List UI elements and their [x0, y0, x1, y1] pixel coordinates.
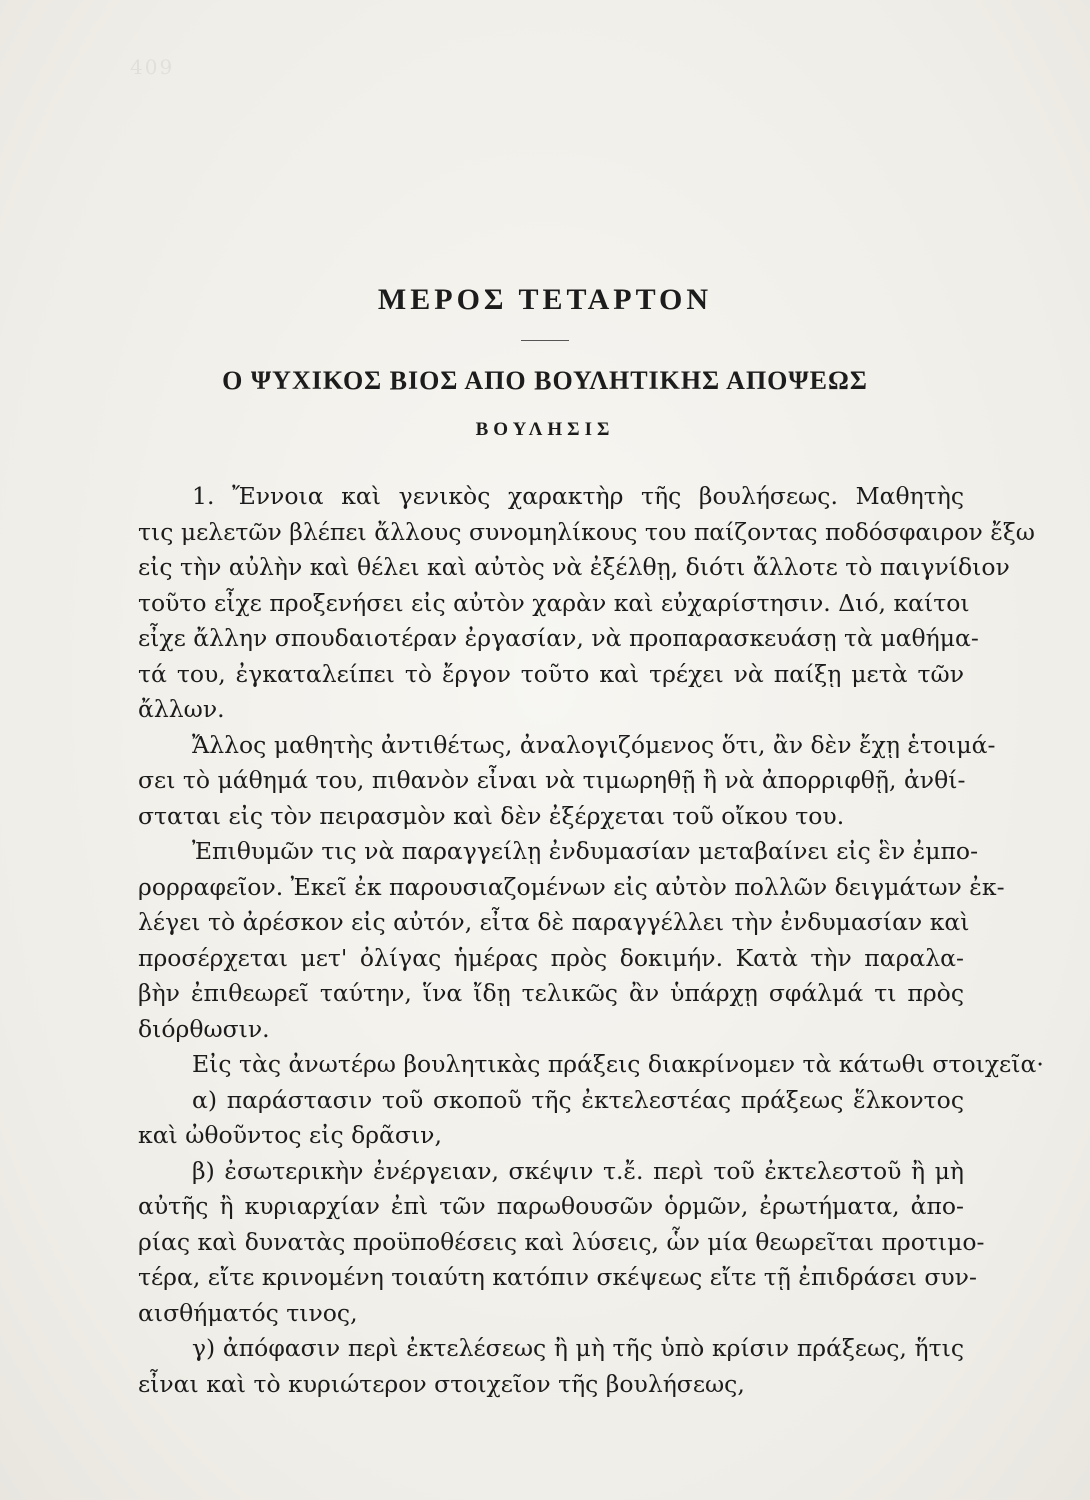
text-line: λέγει τὸ ἀρέσκον εἰς αὐτόν, εἶτα δὲ παραγγέλλει τὴν ἐνδυμασίαν καὶ [138, 908, 970, 936]
text-line: α) παράστασιν τοῦ σκοποῦ τῆς ἐκτελεστέας πράξεως ἕλκοντος [192, 1085, 964, 1114]
text-line: εἶχε ἄλλην σπουδαιοτέραν ἐργασίαν, νὰ προπαρασκευάσῃ τὰ μαθήμα- [138, 624, 979, 652]
title-rule [521, 340, 569, 341]
text-line: Ἐπιθυμῶν τις νὰ παραγγείλῃ ἐνδυμασίαν μεταβαίνει εἰς ἓν ἐμπο- [192, 837, 979, 865]
text-line: καὶ ὠθοῦντος εἰς δρᾶσιν, [138, 1121, 442, 1149]
text-line: εἶναι καὶ τὸ κυριώτερον στοιχεῖον τῆς βουλήσεως, [138, 1369, 745, 1398]
text-line: τοῦτο εἶχε προξενήσει εἰς αὐτὸν χαρὰν καὶ εὐχαρίστησιν. Διό, καίτοι [138, 588, 970, 617]
text-line: βὴν ἐπιθεωρεῖ ταύτην, ἵνα ἴδῃ τελικῶς ἂν ὑπάρχῃ σφάλμά τι πρὸς [138, 979, 964, 1007]
text-line: Εἰς τὰς ἀνωτέρω βουλητικὰς πράξεις διακρίνομεν τὰ κάτωθι στοιχεῖα· [192, 1050, 1044, 1078]
text-line: προσέρχεται μετ' ὀλίγας ἡμέρας πρὸς δοκιμήν. Κατὰ τὴν παραλα- [138, 943, 964, 972]
chapter-title: ΒΟΥΛΗΣΙΣ [475, 419, 615, 440]
text-line: σει τὸ μάθημά του, πιθανὸν εἶναι νὰ τιμωρηθῇ ἢ νὰ ἀπορριφθῇ, ἀνθί- [138, 766, 966, 794]
text-line: σταται εἰς τὸν πειρασμὸν καὶ δὲν ἐξέρχεται τοῦ οἴκου του. [138, 801, 845, 830]
heading-block [0, 280, 1090, 443]
text-line: διόρθωσιν. [138, 1014, 270, 1043]
text-line: γ) ἀπόφασιν περὶ ἐκτελέσεως ἢ μὴ τῆς ὑπὸ κρίσιν πράξεως, ἥτις [192, 1334, 964, 1362]
text-line: τέρα, εἴτε κρινομένη τοιαύτη κατόπιν σκέψεως εἴτε τῇ ἐπιδράσει συν- [138, 1263, 977, 1291]
text-line: τις μελετῶν βλέπει ἄλλους συνομηλίκους του παίζοντας ποδόσφαιρον ἔξω [138, 517, 1035, 546]
text-line: ρίας καὶ δυνατὰς προϋποθέσεις καὶ λύσεις, ὧν μία θεωρεῖται προτιμο- [138, 1227, 985, 1256]
text-line: εἰς τὴν αὐλὴν καὶ θέλει καὶ αὐτὸς νὰ ἐξέλθῃ, διότι ἄλλοτε τὸ παιγνίδιον [138, 553, 1010, 581]
section-title: Ο ΨΥΧΙΚΟΣ ΒΙΟΣ ΑΠΟ ΒΟΥΛΗΤΙΚΗΣ ΑΠΟΨΕΩΣ [222, 366, 868, 395]
bleed-through-page-number: 409 [130, 55, 175, 79]
text-line: αισθήματός τινος, [138, 1298, 358, 1327]
text-line: 1. Ἔννοια καὶ γενικὸς χαρακτὴρ τῆς βουλήσεως. Μαθητὴς [192, 482, 964, 510]
text-line: ρορραφεῖον. Ἐκεῖ ἐκ παρουσιαζομένων εἰς αὐτὸν πολλῶν δειγμάτων ἐκ- [138, 872, 1005, 901]
part-title: ΜΕΡΟΣ ΤΕΤΑΡΤΟΝ [377, 283, 713, 316]
text-line: τά του, ἐγκαταλείπει τὸ ἔργον τοῦτο καὶ τρέχει νὰ παίξῃ μετὰ τῶν [138, 659, 964, 688]
text-line: Ἄλλος μαθητὴς ἀντιθέτως, ἀναλογιζόμενος ὅτι, ἂν δὲν ἔχῃ ἑτοιμά- [192, 730, 996, 759]
text-line: ἄλλων. [138, 695, 225, 723]
body-text [138, 479, 1044, 1402]
text-line: αὐτῆς ἢ κυριαρχίαν ἐπὶ τῶν παρωθουσῶν ὁρμῶν, ἐρωτήματα, ἀπο- [138, 1192, 964, 1220]
text-line: β) ἐσωτερικὴν ἐνέργειαν, σκέψιν τ.ἔ. περὶ τοῦ ἐκτελεστοῦ ἢ μὴ [192, 1156, 964, 1185]
